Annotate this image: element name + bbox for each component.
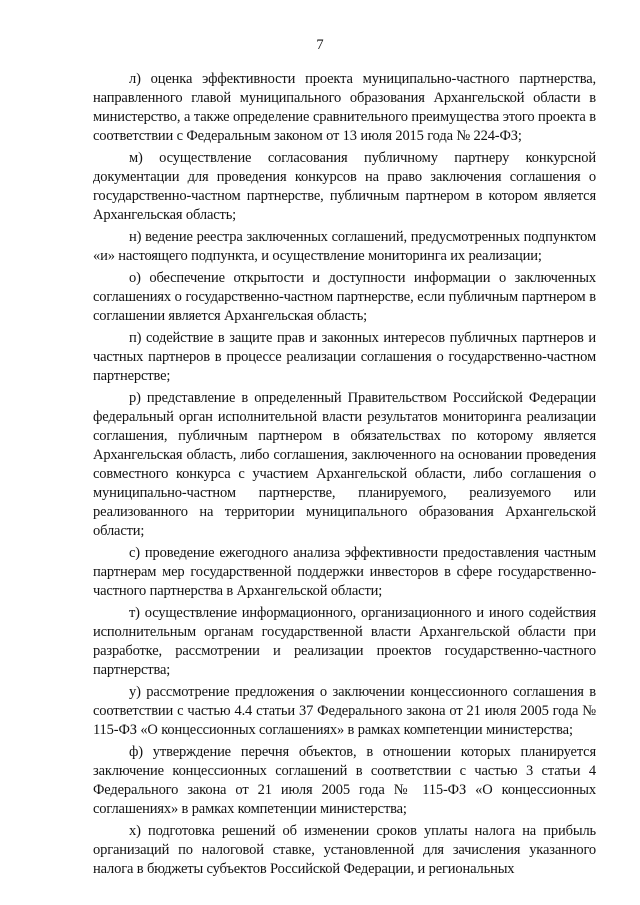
paragraph-f: ф) утверждение перечня объектов, в отношении которых планируется заключение концессионных соглашений в соответствии с частью 3 статьи 4 Федерального закона от 21 июля 2005 года № 115-ФЗ «О концессионных соглашениях» в рамках компетенции министерства; (93, 744, 596, 817)
paragraph-u: у) рассмотрение предложения о заключении концессионного соглашения в соответствии с частью 4.4 статьи 37 Федерального закона от 21 июля 2005 года № 115-ФЗ «О концессионных соглашениях» в рамках компетенции министерства; (93, 684, 596, 738)
paragraph-r: р) представление в определенный Правительством Российской Федерации федеральный орган исполнительной власти результатов мониторинга реализации соглашения, публичным партнером в обязательствах по которому является Архангельская область, либо соглашения, заключенного на основании проведения совместного конкурса с участием Архангельской области, либо соглашения о муниципально-частном партнерстве, планируемого, реализуемого или реализованного на территории муниципального образования Архангельской области; (93, 390, 596, 539)
paragraph-kh: х) подготовка решений об изменении сроков уплаты налога на прибыль организаций по налоговой ставке, установленной для зачисления указанного налога в бюджеты субъектов Российской Федерации, и региональных (93, 823, 596, 877)
paragraph-l: л) оценка эффективности проекта муниципально-частного партнерства, направленного главой муниципального образования Архангельской области в министерство, а также определение сравнительного преимущества этого проекта в соответствии с Федеральным законом от 13 июля 2015 года № 224-ФЗ; (93, 71, 596, 144)
paragraph-m: м) осуществление согласования публичному партнеру конкурсной документации для проведения конкурсов на право заключения соглашения о государственно-частном партнерстве, публичным партнером в котором является Архангельская область; (93, 150, 596, 223)
paragraph-t: т) осуществление информационного, организационного и иного содействия исполнительным органам государственной власти Архангельской области при разработке, рассмотрении и реализации проектов государственно-частного партнерства; (93, 605, 596, 678)
page-number: 7 (316, 37, 324, 53)
paragraph-s: с) проведение ежегодного анализа эффективности предоставления частным партнерам мер государственной поддержки инвесторов в сфере государственно-частного партнерства в Архангельской области; (93, 545, 596, 599)
paragraph-n: н) ведение реестра заключенных соглашений, предусмотренных подпунктом «и» настоящего подпункта, и осуществление мониторинга их реализации; (93, 229, 596, 264)
paragraph-p: п) содействие в защите прав и законных интересов публичных партнеров и частных партнеров в процессе реализации соглашения о государственно-частном партнерстве; (93, 330, 596, 384)
document-body (93, 70, 596, 882)
paragraph-o: о) обеспечение открытости и доступности информации о заключенных соглашениях о государственно-частном партнерстве, если публичным партнером в соглашении является Архангельская область; (93, 270, 596, 324)
